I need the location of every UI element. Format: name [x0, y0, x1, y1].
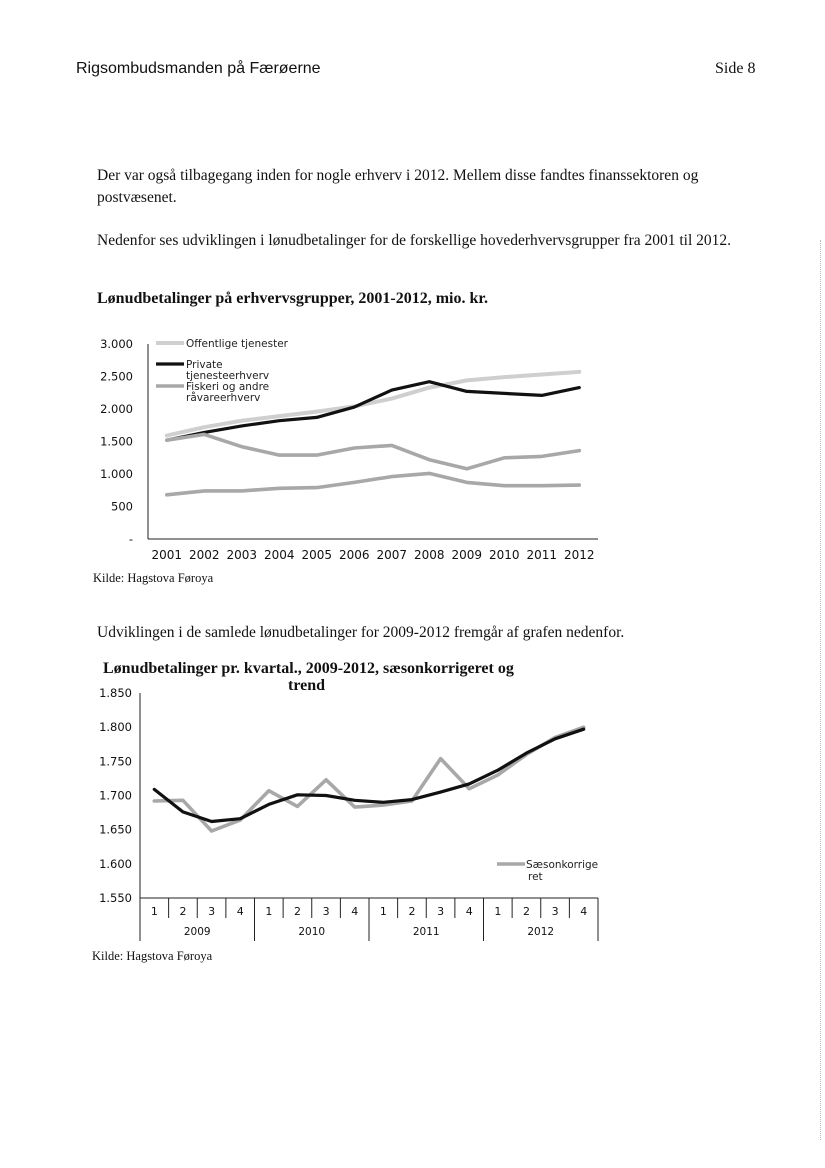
chart2-quarter-label: 1 — [150, 905, 158, 918]
chart1-x-tick-label: 2007 — [376, 548, 408, 562]
chart2-data-point — [182, 811, 183, 812]
chart2-quarter-label: 3 — [551, 905, 559, 918]
chart2-quarter-label: 4 — [465, 905, 473, 918]
chart2-year-label: 2012 — [527, 926, 555, 938]
chart2-quarter-label: 2 — [293, 905, 301, 918]
chart2-legend-label: Sæsonkorrige — [526, 859, 599, 871]
chart2-data-point — [383, 804, 384, 805]
page-header-title: Rigsombudsmanden på Færøerne — [76, 60, 321, 77]
chart2-quarter-label: 2 — [522, 905, 530, 918]
chart1-x-tick-label: 2004 — [263, 548, 295, 562]
chart1-legend-label: tjenesteerhverv — [186, 370, 270, 382]
figure2-source: Kilde: Hagstova Føroya — [92, 949, 213, 963]
figure2-title-line2: trend — [288, 677, 326, 694]
chart1-y-tick-label: 3.000 — [100, 337, 133, 351]
figure1-title: Lønudbetalinger på erhvervsgrupper, 2001-2012, mio. kr. — [97, 290, 488, 307]
chart2-data-point — [240, 818, 241, 819]
chart1-legend-label: Private — [186, 359, 223, 371]
chart1-y-tick-label: 500 — [111, 499, 133, 514]
chart2-y-tick-label: 1.750 — [99, 754, 132, 769]
chart1-x-tick-label: 2009 — [451, 548, 483, 562]
chart2-y-tick-label: 1.850 — [99, 686, 132, 700]
chart2-y-tick-label: 1.800 — [99, 720, 132, 735]
chart1-x-tick-label: 2005 — [301, 548, 333, 562]
chart2-y-tick-label: 1.600 — [99, 856, 132, 871]
chart2-y-tick-label: 1.700 — [99, 788, 132, 803]
chart2-data-point — [297, 806, 298, 807]
chart2-data-point — [469, 783, 470, 784]
chart2-year-label: 2010 — [298, 926, 326, 938]
chart2-quarter-label: 4 — [580, 905, 588, 918]
chart2-quarter-label: 1 — [379, 905, 387, 918]
chart1-y-tick-label: 2.500 — [100, 369, 133, 384]
chart2-quarter-label: 3 — [322, 905, 330, 918]
paragraph-2: Nedenfor ses udviklingen i lønudbetalinger for de forskellige hovederhvervsgrupper fra 2001 til 2012. — [97, 232, 732, 249]
chart2-data-point — [211, 830, 212, 831]
chart2-data-point — [154, 800, 155, 801]
chart2-data-point — [268, 790, 269, 791]
chart2-data-point — [325, 779, 326, 780]
chart2-series-line-1 — [154, 727, 583, 831]
chart1-x-tick-label: 2008 — [413, 548, 445, 562]
paragraph-3: Udviklingen i de samlede lønudbetalinger for 2009-2012 fremgår af grafen nedenfor. — [97, 624, 625, 641]
chart2-quarter-label: 4 — [351, 905, 359, 918]
chart2-data-point — [182, 800, 183, 801]
chart2-data-point — [211, 821, 212, 822]
chart2-data-point — [469, 788, 470, 789]
chart2-year-label: 2009 — [183, 926, 211, 938]
chart1-x-tick-label: 2003 — [226, 548, 258, 562]
chart2-data-point — [583, 727, 584, 728]
chart2-data-point — [497, 774, 498, 775]
chart2-data-point — [583, 729, 584, 730]
page-number: Side 8 — [715, 60, 756, 77]
chart1-y-tick-label: 2.000 — [100, 402, 133, 416]
chart2-data-point — [497, 770, 498, 771]
chart2-y-tick-label: 1.550 — [99, 891, 132, 905]
chart2-y-tick-label: 1.650 — [99, 822, 132, 837]
chart1-legend-label: råvareerhverv — [186, 392, 261, 404]
chart2-data-point — [440, 758, 441, 759]
chart2-data-point — [354, 800, 355, 801]
chart1-x-tick-label: 2002 — [188, 548, 220, 562]
chart1-x-tick-label: 2006 — [338, 548, 370, 562]
chart1-y-tick-label: 1.000 — [100, 467, 133, 481]
chart2-data-point — [154, 789, 155, 790]
chart2-quarter-label: 2 — [179, 905, 187, 918]
chart1-y-tick-label: 1.500 — [100, 434, 133, 449]
chart2-data-point — [325, 795, 326, 796]
chart2-data-point — [526, 753, 527, 754]
chart2-quarter-label: 3 — [437, 905, 445, 918]
chart2-year-label: 2011 — [412, 926, 440, 938]
chart2-legend-label: ret — [528, 871, 543, 883]
chart2-quarter-label: 4 — [236, 905, 244, 918]
chart2-data-point — [268, 804, 269, 805]
scan-edge-dots — [819, 240, 821, 1140]
chart2-data-point — [440, 791, 441, 792]
chart2-quarter-label: 3 — [208, 905, 216, 918]
chart1-x-tick-label: 2011 — [526, 548, 558, 562]
chart1-y-tick-label: - — [128, 532, 133, 546]
figure1-source: Kilde: Hagstova Føroya — [93, 571, 214, 585]
chart2-data-point — [411, 799, 412, 800]
chart2-data-point — [554, 738, 555, 739]
chart2-quarter-label: 2 — [408, 905, 416, 918]
chart2-quarter-label: 1 — [265, 905, 273, 918]
paragraph-1: Der var også tilbagegang inden for nogle erhverv i 2012. Mellem disse fandtes finanssektoren og postvæsenet. — [97, 167, 699, 206]
chart1-x-tick-label: 2010 — [488, 548, 520, 562]
chart2-data-point — [297, 794, 298, 795]
chart1-legend-label: Offentlige tjenester — [186, 338, 289, 350]
chart2-quarter-label: 1 — [494, 905, 502, 918]
chart1-legend-label: Fiskeri og andre — [186, 381, 270, 393]
chart2-data-point — [354, 807, 355, 808]
chart2-data-point — [383, 802, 384, 803]
figure2-title-line1: Lønudbetalinger pr. kvartal., 2009-2012, sæsonkorrigeret og — [103, 660, 514, 677]
chart1-x-tick-label: 2012 — [563, 548, 595, 562]
chart1-x-tick-label: 2001 — [151, 548, 183, 562]
